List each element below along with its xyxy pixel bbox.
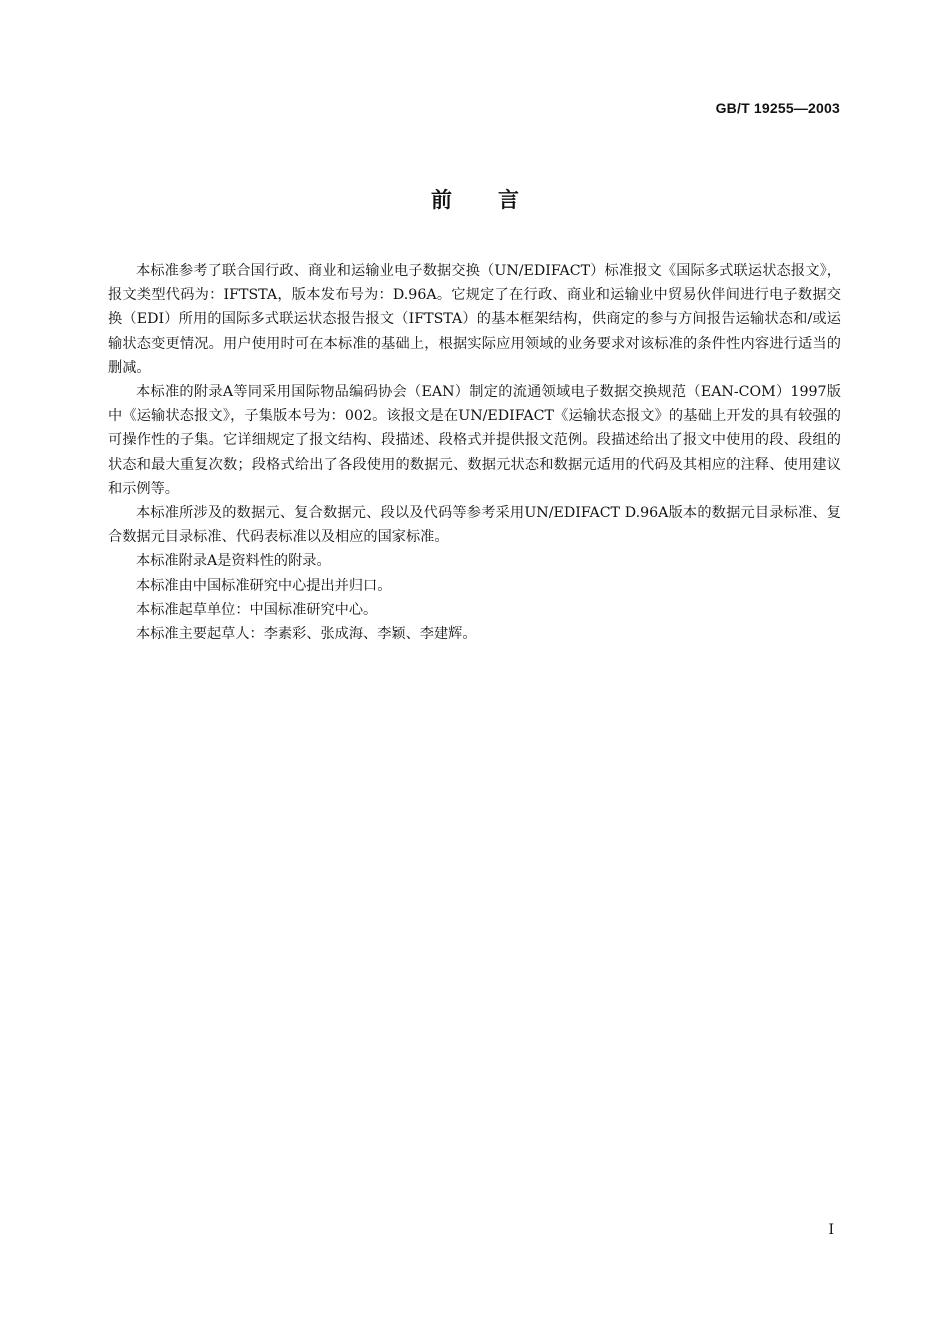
paragraph: 本标准起草单位：中国标准研究中心。 [136,601,378,618]
paragraph: 本标准所涉及的数据元、复合数据元、段以及代码等参考采用UN/EDIFACT D.96A版本的数据元目录标准、复合数据元目录标准、代码表标准以及相应的国家标准。 [108,505,841,546]
paragraph: 本标准参考了联合国行政、商业和运输业电子数据交换（UN/EDIFACT）标准报文《国际多式联运状态报文》，报文类型代码为：IFTSTA，版本发布号为：D.96A。它规定了在行政、商业和运输业中贸易伙伴间进行电子数据交换（EDI）所用的国际多式联运状态报告报文（IFTSTA）的基本框架结构，供商定的参与方间报告运输状态和/或运输状态变更情况。用户使用时可在本标准的基础上，根据实际应用领域的业务要求对该标准的条件性内容进行适当的删减。 [108,263,841,376]
page-title: 前言 [431,188,565,212]
standard-code: GB/T 19255—2003 [715,100,840,116]
page-number: I [828,1222,834,1238]
paragraph: 本标准由中国标准研究中心提出并归口。 [136,577,392,594]
document-body [108,259,841,646]
paragraph: 本标准的附录A等同采用国际物品编码协会（EAN）制定的流通领域电子数据交换规范（EAN-COM）1997版中《运输状态报文》，子集版本号为：002。该报文是在UN/EDIFACT《运输状态报文》的基础上开发的具有较强的可操作性的子集。它详细规定了报文结构、段描述、段格式并提供报文范例。段描述给出了报文中使用的段、段组的状态和最大重复次数；段格式给出了各段使用的数据元、数据元状态和数据元适用的代码及其相应的注释、使用建议和示例等。 [108,384,841,497]
paragraph: 本标准附录A是资料性的附录。 [136,553,331,570]
paragraph: 本标准主要起草人：李素彩、张成海、李颖、李建辉。 [136,626,477,643]
